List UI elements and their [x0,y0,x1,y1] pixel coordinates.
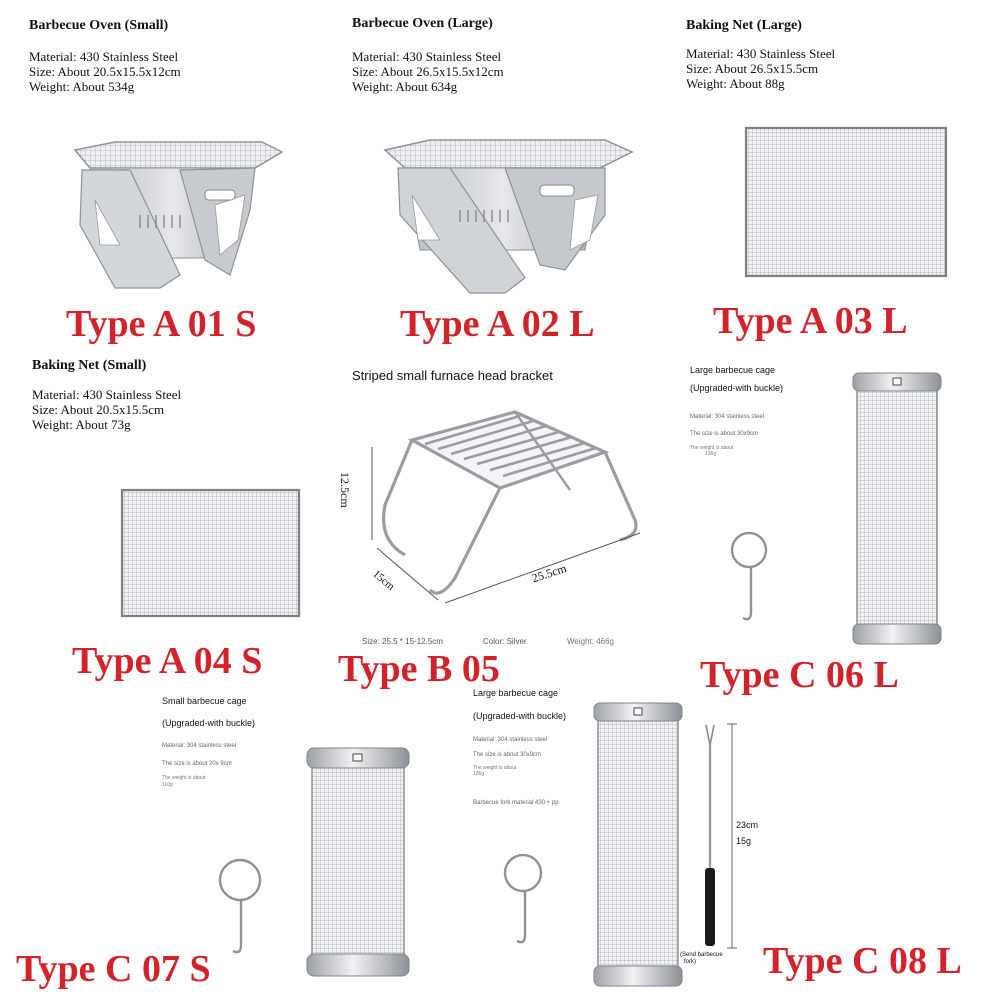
c06-subtitle: (Upgraded-with buckle) [690,383,784,393]
a02-title: Barbecue Oven (Large) [352,16,493,31]
c07-title: Small barbecue cage [162,696,247,706]
c06-type-label: Type C 06 L [700,654,899,696]
b05-width-dim: 25.5cm [530,560,569,586]
a02-oven-shape [385,140,632,293]
c07-subtitle: (Upgraded-with buckle) [162,718,256,728]
a01-title: Barbecue Oven (Small) [29,18,169,33]
a03-specs [686,46,835,91]
c07-cage-shape [307,748,409,976]
c06-weight-value: 136g [705,451,717,457]
a01-type-label: Type A 01 S [66,303,257,345]
a04-weight: Weight: About 73g [32,417,131,432]
a04-title: Baking Net (Small) [32,358,147,373]
c06-weight-label: The weight is about [690,445,734,451]
a04-size: Size: About 20.5x15.5cm [32,402,165,417]
c07-weight-value: 110g [162,782,173,788]
a01-size: Size: About 20.5x15.5x12cm [29,64,181,79]
c08-material: Material: 304 stainless steel [473,737,548,743]
c06-hook-shape [732,533,766,619]
c08-fork-note-1: (Send barbecue [680,952,723,958]
c07-hook-shape [220,860,260,952]
c08-title: Large barbecue cage [473,688,559,698]
c08-fork-material: Barbecue fork material 430 + pp [473,800,559,806]
c08-type-label: Type C 08 L [763,940,962,982]
a01-oven-shape [75,142,282,288]
c08-size: The size is about 30x9cm [473,752,542,758]
a04-material: Material: 430 Stainless Steel [32,387,182,402]
a03-size: Size: About 26.5x15.5cm [686,61,819,76]
c08-fork-shape [705,724,737,948]
b05-bracket-shape [384,412,636,593]
a02-type-label: Type A 02 L [400,303,595,345]
c07-type-label: Type C 07 S [16,948,211,990]
c06-title: Large barbecue cage [690,365,776,375]
b05-footer-color: Color: Silver [483,637,527,646]
c07-weight-label: The weight is about [162,775,206,781]
a03-net-shape [746,128,946,276]
b05-depth-dim: 15cm [370,568,397,593]
a01-material: Material: 430 Stainless Steel [29,49,179,64]
c07-size: The size is about 20x 9cm [162,761,232,767]
c06-size: The size is about 30x9cm [690,431,759,437]
c08-cage-shape [594,703,682,986]
c06-cage-shape [853,373,941,644]
b05-height-dim: 12.5cm [338,472,352,508]
a04-specs [32,387,181,432]
c07-material: Material: 304 stainless steel [162,743,237,749]
b05-footer-weight: Weight: 466g [567,637,614,646]
c08-subtitle: (Upgraded-with buckle) [473,711,567,721]
a02-size: Size: About 26.5x15.5x12cm [352,64,504,79]
a02-weight: Weight: About 634g [352,79,458,94]
a02-specs [352,49,504,94]
c08-weight-value: 136g [473,771,485,777]
c08-fork-length: 23cm [736,820,759,830]
a04-type-label: Type A 04 S [72,640,263,682]
c08-fork-note-2: fork) [684,959,696,965]
a03-title: Baking Net (Large) [686,18,802,33]
a04-net-shape [122,490,299,616]
a01-weight: Weight: About 534g [29,79,135,94]
a03-weight: Weight: About 88g [686,76,785,91]
b05-title: Striped small furnace head bracket [352,368,553,383]
a03-material: Material: 430 Stainless Steel [686,46,836,61]
c06-material: Material: 304 stainless steel [690,414,765,420]
c08-fork-weight: 15g [736,836,752,846]
c08-hook-shape [505,855,541,942]
b05-type-label: Type B 05 [338,648,500,690]
a02-material: Material: 430 Stainless Steel [352,49,502,64]
b05-footer-size: Size: 25.5 * 15-12.5cm [362,637,443,646]
a03-type-label: Type A 03 L [713,300,908,342]
c08-weight-label: The weight is about [473,765,517,771]
